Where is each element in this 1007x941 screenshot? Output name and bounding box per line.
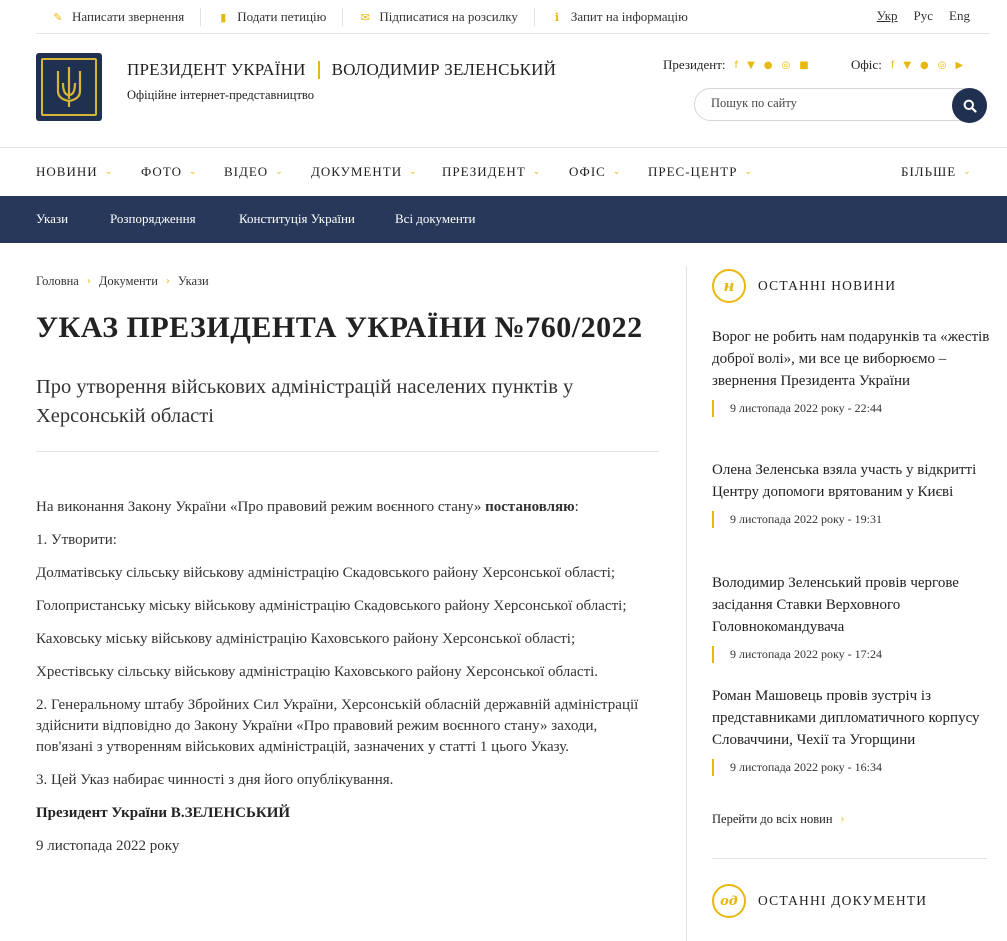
chevron-right-icon: › xyxy=(840,814,845,825)
pen-icon: ✎ xyxy=(53,11,63,24)
instagram-icon[interactable]: ◎ xyxy=(781,59,791,71)
chevron-down-icon: ⌄ xyxy=(744,167,753,177)
submit-petition-link[interactable] xyxy=(201,8,343,26)
nav-news[interactable] xyxy=(36,164,113,180)
nav-video[interactable] xyxy=(224,164,284,180)
search-icon xyxy=(963,99,977,113)
lang-rus[interactable]: Рус xyxy=(913,8,934,23)
chevron-right-icon: › xyxy=(165,276,170,287)
subnav-decrees[interactable]: Укази xyxy=(36,211,69,226)
twitter-icon[interactable]: ▼ xyxy=(747,59,755,71)
facebook-icon[interactable]: f xyxy=(734,59,739,71)
breadcrumb xyxy=(36,274,209,289)
language-switcher xyxy=(877,8,970,24)
office-social xyxy=(851,57,963,73)
article-paragraph: Хрестівську сільську військову адміністрацію Каховського району Херсонської області. xyxy=(36,664,599,680)
telegram-icon[interactable]: ● xyxy=(763,59,773,71)
news-date: 9 листопада 2022 року - 19:31 xyxy=(712,511,992,528)
article-paragraph: Каховську міську військову адміністрацію Каховського району Херсонської області; xyxy=(36,631,576,647)
news-date: 9 листопада 2022 року - 16:34 xyxy=(712,759,992,776)
site-title-name[interactable]: ВОЛОДИМИР ЗЕЛЕНСЬКИЙ xyxy=(331,60,557,79)
documents-subnav xyxy=(0,196,1007,243)
chevron-down-icon: ⌄ xyxy=(104,167,114,177)
utility-bar xyxy=(36,0,990,34)
nav-documents-label: ДОКУМЕНТИ xyxy=(311,164,403,179)
divider xyxy=(36,451,659,452)
info-request-label: Запит на інформацію xyxy=(570,9,688,24)
latest-news-heading xyxy=(712,269,896,303)
site-subtitle: Офіційне інтернет-представництво xyxy=(127,88,314,102)
lang-eng[interactable]: Eng xyxy=(949,8,970,23)
write-appeal-link[interactable] xyxy=(36,8,201,26)
nav-video-label: ВІДЕО xyxy=(224,164,269,179)
article-paragraph: 2. Генеральному штабу Збройних Сил України, Херсонській обласній державній адміністрації здійснити відповідно до Закону України «Про правовий режим воєнного стану» заходи, пов'язані з утворенням військових адміністрацій, зазначених у статті 1 цього Указу. xyxy=(36,697,639,755)
chevron-right-icon: › xyxy=(86,276,91,287)
news-title-link[interactable]: Ворог не робить нам подарунків та «жестів доброї волі», ми все це виборюємо – звернення Президента України xyxy=(712,329,990,389)
nav-office[interactable] xyxy=(569,164,621,180)
article-paragraph: 1. Утворити: xyxy=(36,532,117,548)
submit-petition-label: Подати петицію xyxy=(237,9,327,24)
intro-end: : xyxy=(574,499,579,515)
chevron-down-icon: ⌄ xyxy=(612,167,622,177)
chevron-down-icon: ⌄ xyxy=(275,167,284,177)
all-news-link[interactable] xyxy=(712,812,845,827)
title-separator xyxy=(318,61,320,79)
chevron-down-icon: ⌄ xyxy=(188,167,198,177)
news-item xyxy=(712,459,992,528)
nav-documents[interactable] xyxy=(311,164,418,180)
breadcrumb-home[interactable]: Головна xyxy=(36,274,79,288)
info-request-link[interactable] xyxy=(535,8,704,26)
president-social-label: Президент: xyxy=(663,57,726,72)
nav-president[interactable] xyxy=(442,164,541,180)
latest-documents-heading xyxy=(712,884,927,918)
article-intro xyxy=(36,497,656,518)
news-title-link[interactable]: Олена Зеленська взяла участь у відкритті Центру допомоги врятованим у Києві xyxy=(712,462,977,500)
news-badge-icon: н xyxy=(712,269,746,303)
facebook-icon[interactable]: f xyxy=(890,59,895,71)
all-news-label: Перейти до всіх новин xyxy=(712,812,833,826)
nav-president-label: ПРЕЗИДЕНТ xyxy=(442,164,526,179)
subscribe-label: Підписатися на розсилку xyxy=(379,9,518,24)
nav-press-center-label: ПРЕС-ЦЕНТР xyxy=(648,164,738,179)
flickr-icon[interactable]: ■ xyxy=(799,59,809,71)
logo-frame xyxy=(41,58,97,116)
utility-links xyxy=(36,0,704,34)
chevron-down-icon: ⌄ xyxy=(532,167,542,177)
chevron-down-icon: ⌄ xyxy=(963,167,972,177)
article-paragraph: Голопристанську міську військову адміністрацію Скадовського району Херсонської області; xyxy=(36,598,627,614)
article-paragraph: 3. Цей Указ набирає чинності з дня його опублікування. xyxy=(36,772,394,788)
lang-ukr[interactable]: Укр xyxy=(876,8,898,23)
nav-photo[interactable] xyxy=(141,164,198,180)
subnav-constitution[interactable]: Конституція України xyxy=(239,211,355,226)
trident-logo[interactable] xyxy=(36,53,102,121)
nav-news-label: НОВИНИ xyxy=(36,164,98,179)
write-appeal-label: Написати звернення xyxy=(72,9,185,24)
article-subtitle: Про утворення військових адміністрацій населених пунктів у Херсонській області xyxy=(36,376,574,427)
nav-more-label: БІЛЬШЕ xyxy=(901,164,957,179)
page-title: УКАЗ ПРЕЗИДЕНТА УКРАЇНИ №760/2022 xyxy=(36,311,643,344)
nav-more[interactable] xyxy=(901,164,972,180)
chevron-down-icon: ⌄ xyxy=(409,167,418,177)
intro-text: На виконання Закону України «Про правовий режим воєнного стану» xyxy=(36,499,486,515)
search-box xyxy=(694,88,987,121)
subnav-all-documents[interactable]: Всі документи xyxy=(395,211,476,226)
article-date: 9 листопада 2022 року xyxy=(36,838,180,854)
sidebar-divider-line xyxy=(712,858,987,859)
latest-news-title: ОСТАННІ НОВИНИ xyxy=(758,278,897,293)
nav-office-label: ОФІС xyxy=(569,164,606,179)
intro-bold: постановляю xyxy=(485,499,575,515)
subscribe-link[interactable] xyxy=(343,8,535,26)
instagram-icon[interactable]: ◎ xyxy=(937,59,947,71)
news-date: 9 листопада 2022 року - 22:44 xyxy=(712,400,992,417)
envelope-icon: ✉ xyxy=(360,11,370,24)
subnav-orders[interactable]: Розпорядження xyxy=(110,211,196,226)
breadcrumb-decrees[interactable]: Укази xyxy=(177,274,209,288)
latest-documents-title: ОСТАННІ ДОКУМЕНТИ xyxy=(758,893,928,908)
search-input[interactable] xyxy=(711,96,941,111)
news-item xyxy=(712,572,992,663)
document-icon: ▮ xyxy=(220,11,227,24)
nav-press-center[interactable] xyxy=(648,164,753,180)
news-item xyxy=(712,326,992,417)
president-social xyxy=(663,57,809,73)
site-title-president[interactable]: ПРЕЗИДЕНТ УКРАЇНИ xyxy=(127,60,306,79)
news-title-link[interactable]: Володимир Зеленський провів чергове засідання Ставки Верховного Головнокомандувача xyxy=(712,575,959,635)
info-icon: i xyxy=(554,10,559,24)
search-button[interactable] xyxy=(952,88,987,123)
news-date: 9 листопада 2022 року - 17:24 xyxy=(712,646,992,663)
news-item xyxy=(712,685,992,776)
telegram-icon[interactable]: ● xyxy=(920,59,929,71)
sidebar-divider xyxy=(686,266,687,941)
twitter-icon[interactable]: ▼ xyxy=(903,59,912,71)
documents-badge-icon: од xyxy=(712,884,746,918)
nav-photo-label: ФОТО xyxy=(141,164,182,179)
breadcrumb-documents[interactable]: Документи xyxy=(98,274,158,288)
office-social-label: Офіс: xyxy=(851,57,882,72)
youtube-icon[interactable]: ▶ xyxy=(955,59,964,71)
article-signature: Президент України В.ЗЕЛЕНСЬКИЙ xyxy=(36,805,291,821)
article-paragraph: Долматівську сільську військову адміністрацію Скадовського району Херсонської області; xyxy=(36,565,616,581)
site-title xyxy=(127,60,556,80)
main-nav xyxy=(0,147,1007,196)
article-body xyxy=(36,497,656,869)
news-title-link[interactable]: Роман Машовець провів зустріч із представниками дипломатичного корпусу Словаччини, Чехії та Угорщини xyxy=(712,688,980,748)
trident-icon xyxy=(54,65,84,109)
